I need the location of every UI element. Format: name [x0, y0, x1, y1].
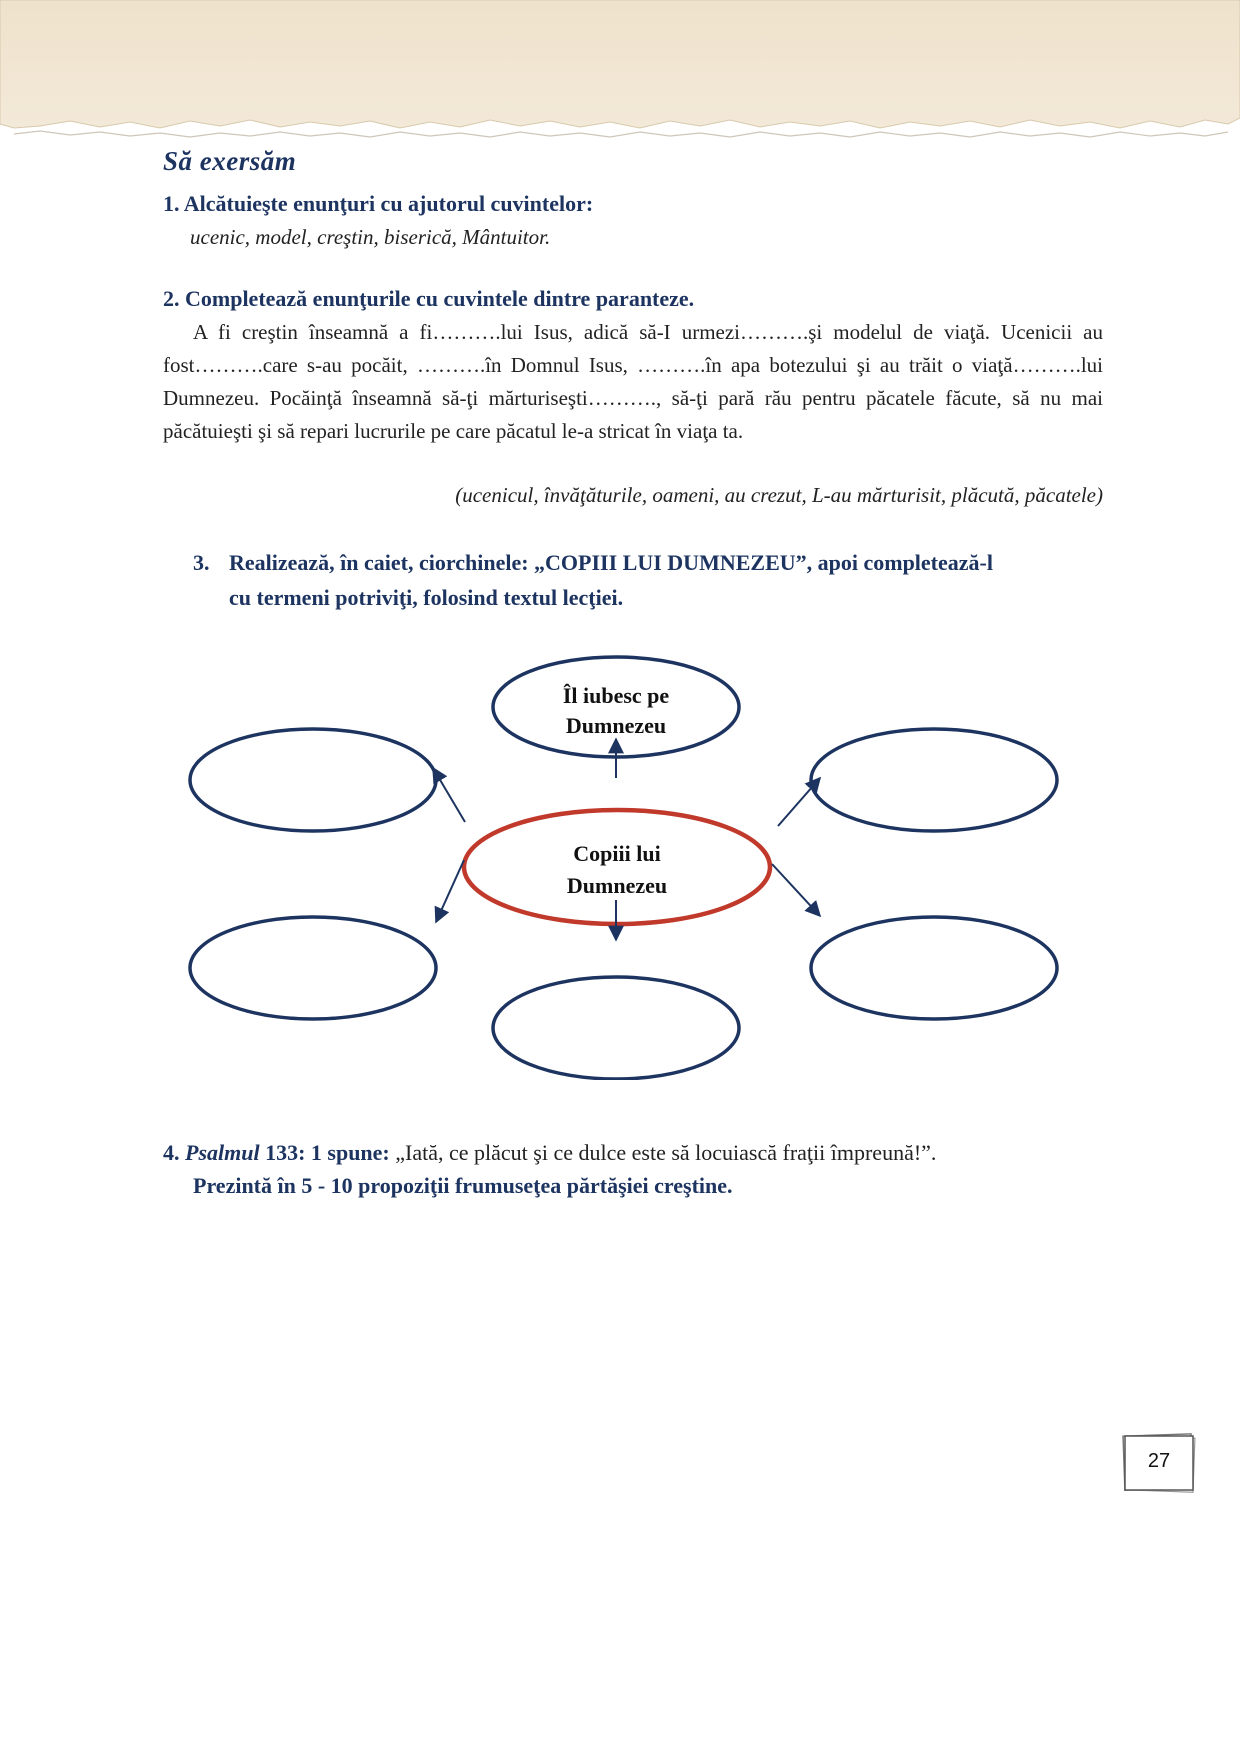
bubble-top-line1: Îl iubesc pe — [562, 683, 670, 708]
arrow-to-lower-right — [772, 864, 820, 916]
bubble-center-text — [517, 838, 717, 902]
bubble-upper-right — [811, 729, 1057, 831]
bubble-center-line1: Copiii lui — [573, 841, 661, 866]
bubble-lower-right — [811, 917, 1057, 1019]
bubble-lower-left — [190, 917, 436, 1019]
exercise-3-number: 3. — [193, 550, 210, 575]
section-title: Să exersăm — [163, 146, 297, 176]
exercise-2-text — [163, 316, 1103, 448]
exercise-3 — [193, 545, 1113, 615]
bubble-top-line2: Dumnezeu — [565, 713, 667, 738]
exercise-4-ref: 133: 1 spune: — [265, 1140, 390, 1165]
exercise-4-psalm: Psalmul — [185, 1140, 260, 1165]
exercise-1-title: 1. Alcătuieşte enunţuri cu ajutorul cuvintelor: — [163, 191, 594, 216]
exercise-3-line2: cu termeni potriviţi, folosind textul lecţiei. — [229, 585, 624, 610]
bubble-bottom — [493, 977, 739, 1079]
bubble-top-text — [516, 681, 716, 741]
exercise-2-paragraph: A fi creştin înseamnă a fi……….lui Isus, adică să-I urmezi……….şi modelul de viaţă. Ucenicii au fost……….care s-au pocăit, ……….în Domnul Isus, ……….în apa botezului şi au trăit o viaţă……….lui Dumnezeu. Pocăinţă înseamnă să-ţi mărturiseşti………., să-ţi pară rău pentru păcatele făcute, să nu mai păcătuieşti şi să repari lucrurile pe care păcatul le-a stricat în viaţa ta. — [163, 320, 1103, 443]
bubble-upper-left — [190, 729, 436, 831]
exercise-4-quote: „Iată, ce plăcut şi ce dulce este să locuiască fraţii împreună!”. — [395, 1140, 937, 1165]
exercise-4 — [163, 1136, 1123, 1202]
exercise-2-title: 2. Completează enunţurile cu cuvintele dintre paranteze. — [163, 286, 695, 311]
exercise-1-words: ucenic, model, creştin, biserică, Mântuitor. — [190, 225, 551, 249]
arrow-to-lower-left — [436, 860, 464, 922]
exercise-2-words: (ucenicul, învăţăturile, oameni, au crezut, L-au mărturisit, plăcută, păcatele) — [455, 483, 1103, 507]
arrow-to-upper-left — [433, 768, 465, 822]
exercise-4-number: 4. — [163, 1140, 180, 1165]
exercise-3-line1: Realizează, în caiet, ciorchinele: „COPIII LUI DUMNEZEU”, apoi completează-l — [229, 550, 993, 575]
torn-paper-header — [0, 0, 1240, 160]
bubble-center-line2: Dumnezeu — [566, 873, 668, 898]
arrow-to-upper-right — [778, 778, 820, 826]
exercise-4-line2: Prezintă în 5 - 10 propoziţii frumuseţea părtăşiei creştine. — [193, 1173, 733, 1198]
page-number: 27 — [1147, 1450, 1171, 1472]
